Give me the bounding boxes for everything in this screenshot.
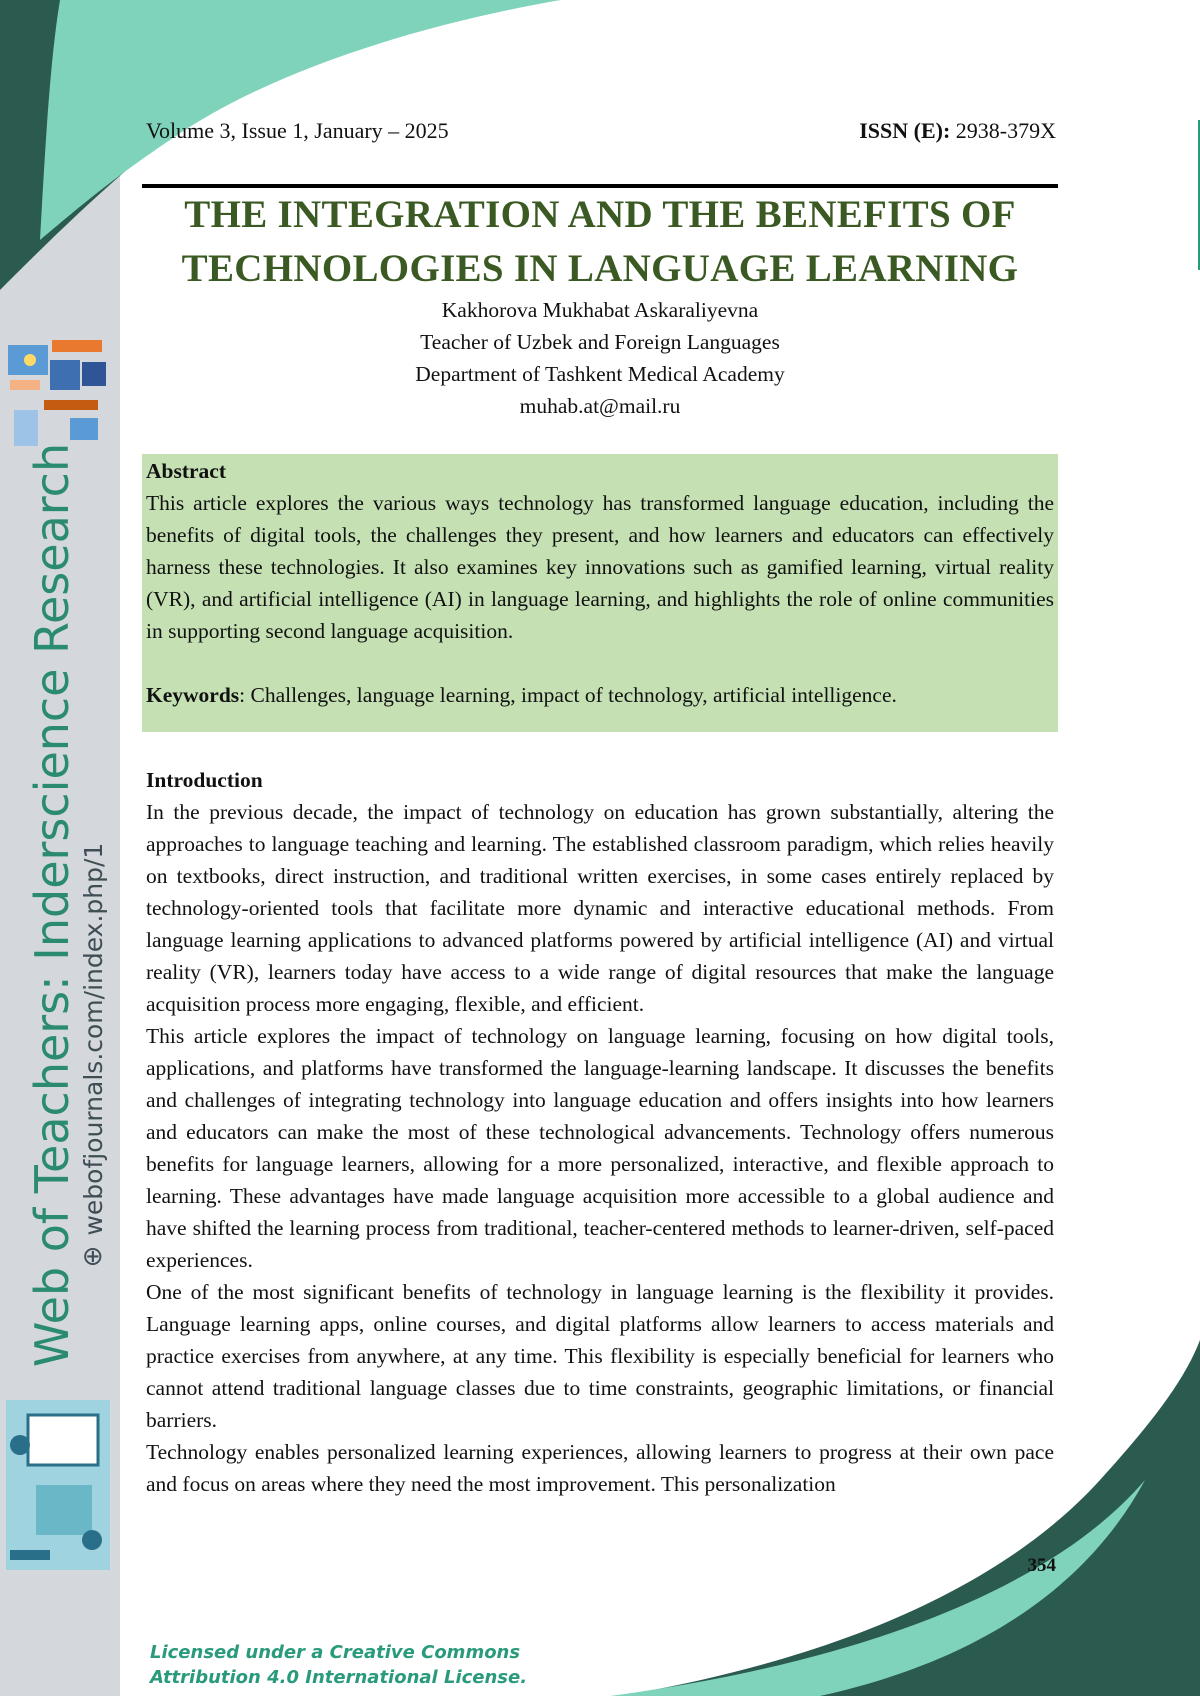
issn-value: 2938-379X (950, 118, 1056, 143)
volume-issue: Volume 3, Issue 1, January – 2025 (146, 118, 449, 143)
page-number: 354 (1027, 1555, 1056, 1576)
issn (859, 118, 1056, 144)
journal-url-vertical[interactable] (78, 843, 108, 1268)
title-line-1: THE INTEGRATION AND THE BENEFITS OF (184, 193, 1016, 236)
license-line-2: Attribution 4.0 International License. (150, 1667, 528, 1688)
keywords-label: Keywords (146, 683, 240, 707)
journal-name-vertical: Web of Teachers: Inderscience Research (25, 442, 79, 1368)
abstract-heading: Abstract (146, 459, 227, 483)
license-line-1: Licensed under a Creative Commons (150, 1642, 521, 1663)
author-block (142, 294, 1058, 422)
intro-paragraph-4: Technology enables personalized learning experiences, allowing learners to progress at their own pace and focus on areas where they need the most improvement. This personalization (146, 1440, 1054, 1496)
author-name: Kakhorova Mukhabat Askaraliyevna (441, 298, 759, 322)
classroom-illustration-icon (8, 340, 106, 446)
intro-paragraph-3: One of the most significant benefits of technology in language learning is the flexibility it provides. Language learning apps, online courses, and digital platforms allow learners to access materials and practice exercises from anywhere, at any time. This flexibility is especially beneficial for learners who cannot attend traditional language classes due to time constraints, geographic limitations, or financial barriers. (146, 1280, 1054, 1432)
keywords-list: : Challenges, language learning, impact of technology, artificial intelligence. (239, 683, 897, 707)
author-position: Teacher of Uzbek and Foreign Languages (420, 330, 780, 354)
keywords (146, 679, 1054, 711)
globe-icon: ⊕ (78, 1245, 108, 1268)
author-email[interactable]: muhab.at@mail.ru (519, 394, 681, 418)
running-header (146, 118, 1056, 144)
abstract-text: This article explores the various ways technology has transformed language education, including the benefits of digital tools, the challenges they present, and how learners and educators can effectively harness these technologies. It also examines key innovations such as gamified learning, virtual reality (VR), and artificial intelligence (AI) in language learning, and highlights the role of online communities in supporting second language acquisition. (146, 491, 1054, 643)
abstract-box (142, 454, 1058, 732)
author-department: Department of Tashkent Medical Academy (415, 362, 785, 386)
issn-label: ISSN (E): (859, 118, 951, 143)
article-title (142, 188, 1058, 296)
computer-illustration-icon (6, 1400, 110, 1570)
introduction-section (146, 764, 1054, 1500)
intro-paragraph-1: In the previous decade, the impact of technology on education has grown substantially, altering the approaches to language teaching and learning. The established classroom paradigm, which relies heavily on textbooks, direct instruction, and traditional written exercises, in some cases entirely replaced by technology-oriented tools that facilitate more dynamic and interactive educational methods. From language learning applications to advanced platforms powered by artificial intelligence (AI) and virtual reality (VR), learners today have access to a wide range of digital resources that make the language acquisition process more engaging, flexible, and efficient. (146, 800, 1054, 1016)
introduction-heading: Introduction (146, 768, 263, 792)
license-notice[interactable] (150, 1640, 527, 1690)
journal-url[interactable]: webofjournals.com/index.php/1 (78, 842, 108, 1236)
title-line-2: TECHNOLOGIES IN LANGUAGE LEARNING (181, 247, 1019, 290)
intro-paragraph-2: This article explores the impact of technology on language learning, focusing on how digital tools, applications, and platforms have transformed the language-learning landscape. It discusses the benefits and challenges of integrating technology into language education and offers insights into how learners and educators can make the most of these technological advancements. Technology offers numerous benefits for language learners, allowing for a more personalized, interactive, and flexible approach to learning. These advantages have made language acquisition more accessible to a global audience and have shifted the learning process from traditional, teacher-centered methods to learner-driven, self-paced experiences. (146, 1024, 1054, 1272)
